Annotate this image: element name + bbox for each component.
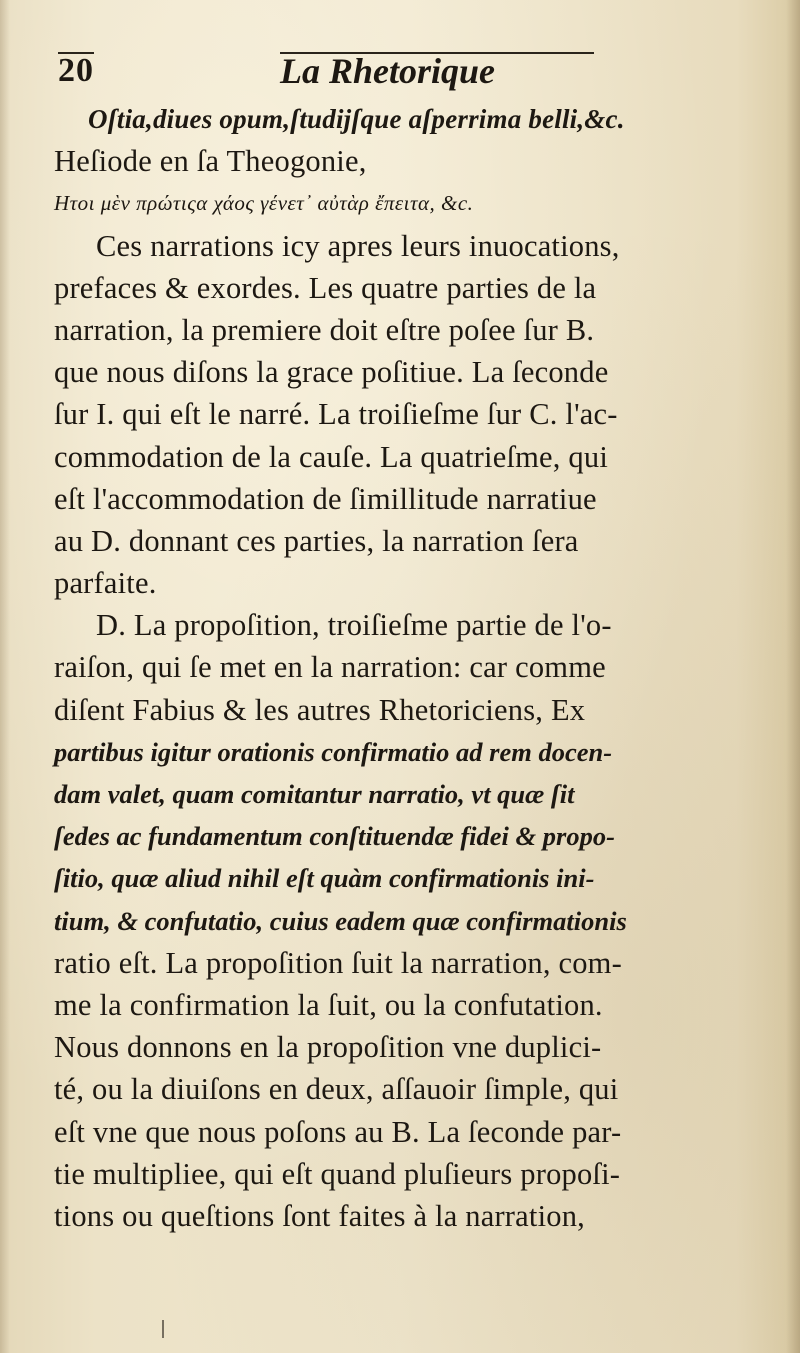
text-line-paragraph-start: D. La propoſition, troiſieſme partie de l'o-: [96, 608, 612, 643]
text-line: tions ou queſtions ſont faites à la narration,: [54, 1198, 585, 1233]
text-line: Nous donnons en la propoſition vne duplici-: [54, 1030, 602, 1065]
text-line-latin-quote: Oſtia,diues opum,ſtudijſque aſperrima belli,&c.: [88, 104, 625, 134]
page-header: [58, 46, 758, 96]
text-line: diſent Fabius & les autres Rhetoriciens, Ex: [54, 692, 586, 727]
text-line-latin: tium, & confutatio, cuius eadem quæ confirmationis: [54, 905, 627, 936]
page-left-edge-shadow: [0, 0, 10, 1353]
text-line: au D. donnant ces parties, la narration ſera: [54, 523, 579, 558]
page-number: 20: [58, 52, 94, 89]
text-line-greek-quote: Ητοι μὲν πρώτιςα χάος γένετ᾽ αὐτὰρ ἔπειτα, &c.: [54, 191, 474, 216]
text-line-latin: ſedes ac fundamentum conſtituendæ fidei & propo-: [54, 821, 615, 852]
text-line-latin: ſitio, quæ aliud nihil eſt quàm confirmationis ini-: [54, 863, 595, 894]
text-line: ratio eſt. La propoſition ſuit la narration, com-: [54, 945, 622, 980]
text-line-paragraph-start: Ces narrations icy apres leurs inuocations,: [96, 228, 620, 263]
text-line-latin: partibus igitur orationis confirmatio ad rem docen-: [54, 736, 613, 767]
text-line: té, ou la diuiſons en deux, aſſauoir ſimple, qui: [54, 1072, 619, 1107]
text-line: tie multipliee, qui eſt quand pluſieurs propoſi-: [54, 1156, 621, 1191]
text-line: eſt vne que nous poſons au B. La ſeconde par-: [54, 1114, 622, 1149]
text-line: me la confirmation la ſuit, ou la confutation.: [54, 987, 603, 1022]
text-line: eſt l'accommodation de ſimillitude narratiue: [54, 481, 597, 516]
body-text: [54, 98, 766, 1237]
text-line-latin: dam valet, quam comitantur narratio, vt quæ ſit: [54, 779, 575, 809]
text-line: ſur I. qui eſt le narré. La troiſieſme ſur C. l'ac-: [54, 397, 618, 432]
text-line: Heſiode en ſa Theogonie,: [54, 144, 367, 179]
running-title: La Rhetorique: [280, 51, 496, 91]
page-right-edge-shadow: [786, 0, 800, 1353]
text-line: parfaite.: [54, 566, 157, 601]
text-line: narration, la premiere doit eſtre poſee ſur B.: [54, 312, 595, 347]
text-line: commodation de la cauſe. La quatrieſme, qui: [54, 439, 609, 474]
text-line: prefaces & exordes. Les quatre parties de la: [54, 270, 597, 305]
text-line: raiſon, qui ſe met en la narration: car comme: [54, 650, 606, 685]
footer-ink-mark: [162, 1320, 164, 1338]
text-line: que nous diſons la grace poſitiue. La ſeconde: [54, 355, 609, 390]
